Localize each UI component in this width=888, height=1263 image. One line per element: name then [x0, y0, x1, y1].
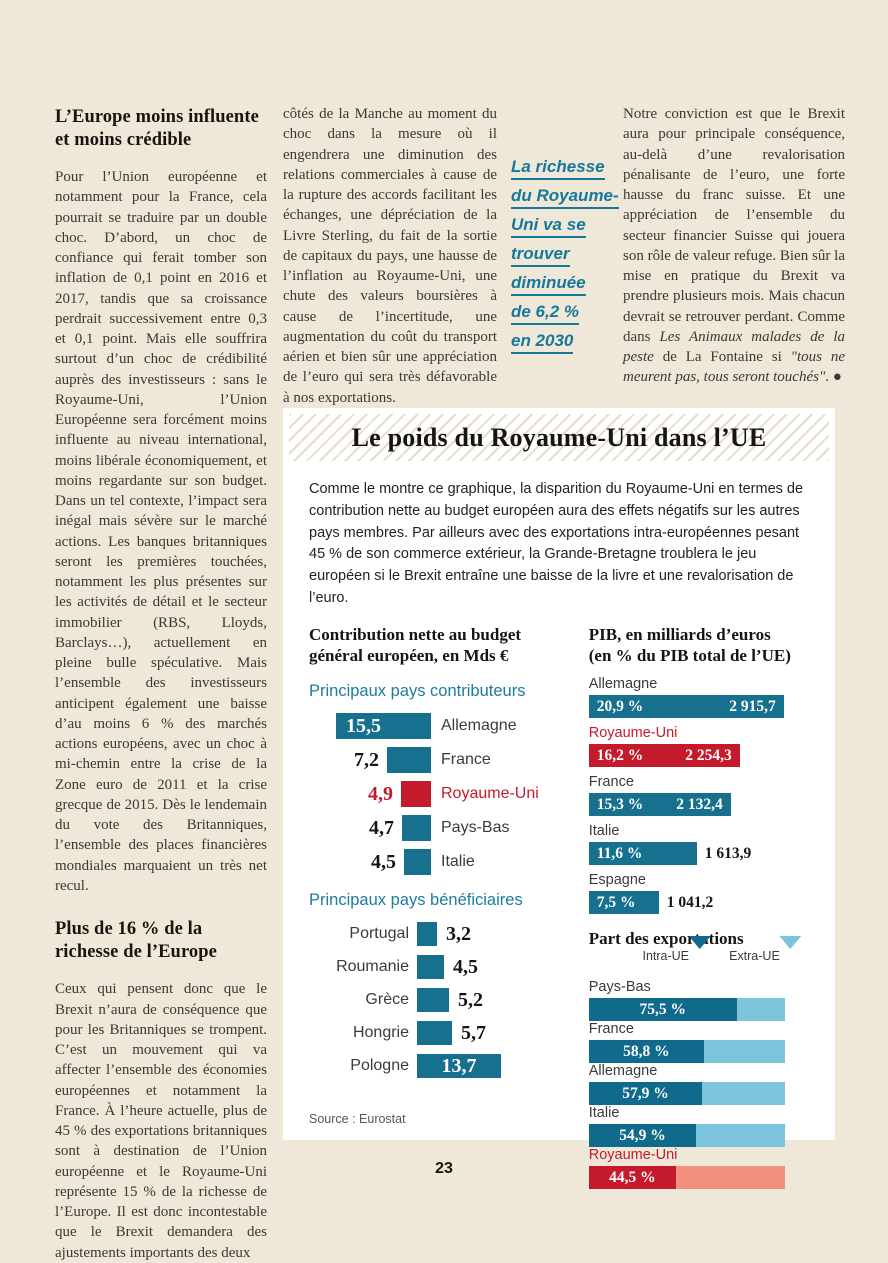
pib-title-line2: (en % du PIB total de l’UE): [588, 645, 791, 665]
pib-chart-title: [589, 624, 829, 667]
contributor-row-italie: [309, 849, 571, 875]
beneficiary-row-hongrie: [309, 1021, 571, 1045]
export-row-france: [589, 1021, 829, 1063]
contribution-bar: [402, 815, 431, 841]
pib-title-line1: PIB, en milliards d’euros: [588, 624, 771, 644]
beneficiary-row-pologne: [309, 1054, 571, 1078]
contribution-bar: [387, 747, 431, 773]
pull-quote-line: trouver: [511, 245, 570, 267]
contribution-bar: [417, 955, 444, 979]
country-label-uk: Royaume-Uni: [588, 725, 678, 741]
pull-quote-line: du Royaume-: [511, 187, 619, 209]
legend-extra-label: Extra-UE: [729, 949, 780, 964]
legend-extra-ue: [729, 949, 784, 963]
bar-zone: [309, 849, 431, 875]
contribution-chart-title: [309, 624, 571, 667]
pib-pct: 20,9 %: [596, 697, 644, 715]
charts-area: [309, 624, 829, 1196]
article-column-left: [55, 106, 267, 1263]
italic-quote-run: "tous ne meurent pas, tous seront touchés": [623, 349, 845, 386]
bar-value: 4,7: [369, 816, 394, 839]
contribution-bar-uk: [401, 781, 431, 807]
intra-pct: 54,9 %: [619, 1127, 666, 1145]
bar-value: 5,7: [461, 1021, 486, 1044]
country-label: Pologne: [350, 1057, 409, 1074]
pull-quote-line: en 2030: [511, 332, 573, 354]
pib-row-france: [589, 774, 829, 816]
bar-line: [589, 891, 829, 914]
country-label: Pays-Bas: [588, 979, 651, 996]
article-paragraph-1: Pour l’Union européenne et notamment pour la France, cela pourrait se traduire par un double choc. D’abord, un choc de confiance qui ferait tomber son inflation de 0,1 point en 2016 et 2017, tandis que sa croissance perdrait successivement entre 0,3 et 0,1 point. Mais elle souffrira surtout d’un choc de crédibilité auprès des investisseurs : sans le Royaume-Uni, l’Union Européenne sera forcément moins influente au niveau international, moins libérale économiquement, et moins regardante sur son budget. Dans un tel contexte, l’impact sera inégal mais sévère sur le marché actions. Les banques britanniques seront les premières touchées, notamment les plus présentes sur les activités de détail et le secteur immobilier (RBS, Lloyds, Barclays…), actuellement en pleine bulle spéculative. Mais l’ensemble des investisseurs anticipent également une baisse d’au moins 6 % des marchés actions européens, avec un choc à mi-chemin entre la crise de la Zone euro de 2011 et la crise grecque de 2015. Dès le lendemain du vote des Britanniques, l’ensemble des places financières mondiales marquaient un très net recul.: [55, 169, 267, 894]
export-row-pays-bas: [589, 979, 829, 1021]
bar-value: 3,2: [446, 922, 471, 945]
bar-zone: [309, 713, 431, 739]
country-label: Portugal: [349, 925, 409, 942]
bar-line: [589, 793, 829, 816]
legend-intra-ue: [642, 949, 711, 963]
pib-row-allemagne: [589, 676, 829, 718]
contribution-title-line2: général européen, en Mds €: [309, 645, 509, 665]
country-label-uk: Royaume-Uni: [441, 785, 539, 802]
country-label: Allemagne: [588, 676, 658, 692]
country-label-uk: Royaume-Uni: [588, 1147, 678, 1164]
bar-line: [589, 842, 829, 865]
article-heading-2: Plus de 16 % de la richesse de l’Europe: [55, 919, 217, 962]
contributor-row-royaume-uni: [309, 781, 571, 807]
pib-pct: 15,3 %: [596, 795, 644, 813]
country-label: Italie: [588, 1105, 620, 1122]
pib-bar: [589, 842, 697, 865]
beneficiaries-subtitle: Principaux pays bénéficiaires: [309, 891, 523, 909]
bar-zone: [309, 815, 431, 841]
beneficiary-row-roumanie: [309, 955, 571, 979]
bar-value: 4,5: [371, 850, 396, 873]
pull-quote-line: diminuée: [511, 274, 586, 296]
article-paragraph-4: [623, 104, 845, 388]
beneficiary-row-portugal: [309, 922, 571, 946]
country-label: Grèce: [365, 991, 409, 1008]
pib-value: 2 254,3: [685, 746, 732, 764]
contribution-bar: [404, 849, 431, 875]
extra-ue-bar: [589, 998, 785, 1021]
bar-value: 4,9: [368, 782, 393, 805]
exports-chart-title: Part des exportations: [588, 929, 744, 948]
pib-value: 1 041,2: [666, 893, 714, 911]
contribution-bar: [417, 922, 437, 946]
pull-quote: [511, 158, 621, 361]
bar-value: 5,2: [458, 988, 483, 1011]
country-label: France: [441, 751, 491, 768]
beneficiary-row-grece: [309, 988, 571, 1012]
pib-bar: [589, 695, 784, 718]
article-heading-1: L’Europe moins influente et moins crédible: [55, 107, 259, 150]
chart-contribution: [309, 624, 571, 1196]
pull-quote-line: de 6,2 %: [511, 303, 579, 325]
bar-line: [589, 695, 829, 718]
pib-value: 2 915,7: [729, 697, 776, 715]
contributors-subtitle: Principaux pays contributeurs: [309, 682, 526, 700]
country-label: France: [588, 1021, 634, 1038]
pib-bar-uk: [589, 744, 740, 767]
country-label: Allemagne: [588, 1063, 658, 1080]
legend-intra-label: Intra-UE: [642, 949, 690, 964]
country-label: Italie: [588, 823, 620, 839]
article-paragraph-2: Ceux qui pensent donc que le Brexit n’aura de conséquence que pour les Britanniques se trompent. C’est un mouvement qui va affecter l’ensemble des économies européennes et notamment la France. À l’heure actuelle, plus de 45 % des exportations britanniques sont à destination de l’Union européenne et le Royaume-Uni représente 15 % de la richesse de l’Europe. Il est donc incontestable que le Brexit demandera des ajustements importants des deux: [55, 981, 267, 1261]
pull-quote-line: Uni va se: [511, 216, 586, 238]
pib-value: 1 613,9: [704, 844, 752, 862]
bar-zone: [309, 747, 431, 773]
extra-ue-triangle-icon: [780, 936, 802, 963]
bar-value: 7,2: [354, 748, 379, 771]
contribution-bar: [417, 988, 449, 1012]
pib-bar: [589, 793, 731, 816]
intra-pct: 57,9 %: [622, 1085, 669, 1103]
contribution-title-line1: Contribution nette au budget: [309, 624, 522, 644]
intra-pct: 75,5 %: [639, 1001, 686, 1019]
pull-quote-line: La richesse: [511, 158, 605, 180]
chart-pib-exports: [589, 624, 829, 1196]
country-label: Roumanie: [336, 958, 409, 975]
infographic-title-band: [289, 414, 829, 461]
extra-ue-bar: [589, 1082, 785, 1105]
contribution-bar: [417, 1054, 501, 1078]
country-label: Italie: [441, 853, 475, 870]
intra-ue-bar: [589, 1124, 697, 1147]
contributor-row-pays-bas: [309, 815, 571, 841]
bar-value: 4,5: [453, 955, 478, 978]
contributor-row-france: [309, 747, 571, 773]
contributor-row-allemagne: [309, 713, 571, 739]
article-column-middle: [283, 104, 497, 408]
intra-ue-triangle-icon: [689, 936, 711, 963]
source-note: Source : Eurostat: [309, 1112, 406, 1126]
bar-zone: [309, 781, 431, 807]
intra-ue-bar: [589, 1082, 702, 1105]
intra-ue-bar: [589, 1040, 704, 1063]
export-row-italie: [589, 1105, 829, 1147]
bar-value: 15,5: [346, 715, 381, 737]
intra-ue-bar: [589, 998, 737, 1021]
pib-value: 2 132,4: [676, 795, 723, 813]
article-column-right: [623, 104, 845, 388]
intra-pct: 44,5 %: [609, 1169, 656, 1187]
export-row-allemagne: [589, 1063, 829, 1105]
pib-row-italie: [589, 823, 829, 865]
article-paragraph-3: côtés de la Manche au moment du choc dans la mesure où il engendrera une diminution des relations commerciales à cause de la rupture des accords facilitant les échanges, une dépréciation de la Livre Sterling, du fait de la sortie de capitaux du pays, une hausse de l’inflation au Royaume-Uni, une chute des valeurs boursières à cause de l’incertitude, une augmentation du coût du transport aérien et bien sûr une appréciation de l’euro qui sera très défavorable à nos exportations.: [283, 106, 497, 406]
intra-pct: 58,8 %: [623, 1043, 670, 1061]
pib-bar: [589, 891, 659, 914]
contribution-bar: [417, 1021, 452, 1045]
infographic-intro: Comme le montre ce graphique, la disparition du Royaume-Uni en termes de contribution nette au budget européen aura des effets négatifs sur les autres pays membres. Par ailleurs avec des exportations intra-européennes pesant 45 % de son commerce extérieur, la Grande-Bretagne troublera le jeu européen si le Brexit entraîne une baisse de la livre et une revalorisation de l’euro.: [309, 481, 804, 606]
extra-ue-bar: [589, 1124, 785, 1147]
country-label: France: [588, 774, 634, 790]
pib-pct: 16,2 %: [596, 746, 644, 764]
text-run: de La Fontaine si: [653, 349, 791, 365]
page-number: 23: [435, 1160, 453, 1177]
end-bullet: . ●: [825, 369, 842, 386]
extra-ue-bar: [589, 1040, 785, 1063]
country-label: Allemagne: [441, 717, 517, 734]
infographic-title: Le poids du Royaume-Uni dans l’UE: [351, 423, 767, 452]
pib-pct: 11,6 %: [596, 844, 643, 862]
country-label: Hongrie: [352, 1024, 409, 1041]
country-label: Pays-Bas: [441, 819, 510, 836]
pib-row-royaume-uni: [589, 725, 829, 767]
contribution-bar: [336, 713, 431, 739]
italic-title-run: Les Animaux malades de la peste: [623, 328, 845, 365]
pib-pct: 7,5 %: [596, 893, 636, 911]
pib-row-espagne: [589, 872, 829, 914]
bar-line: [589, 744, 829, 767]
bar-value: 13,7: [441, 1055, 477, 1077]
exports-legend: [589, 949, 801, 985]
text-run: Notre conviction est que le Brexit aura pour principale conséquence, au-delà d’une revalorisation pénalisante de l’euro, une forte hausse du franc suisse. Et une appréciation de l’ensemble du secteur financier Suisse qui jouera son rôle de valeur refuge. Bien sûr la mise en pratique du Brexit va prendre plusieurs mois. Mais chacun devrait se retrouver perdant. Comme dans: [623, 106, 845, 345]
country-label: Espagne: [588, 872, 646, 888]
